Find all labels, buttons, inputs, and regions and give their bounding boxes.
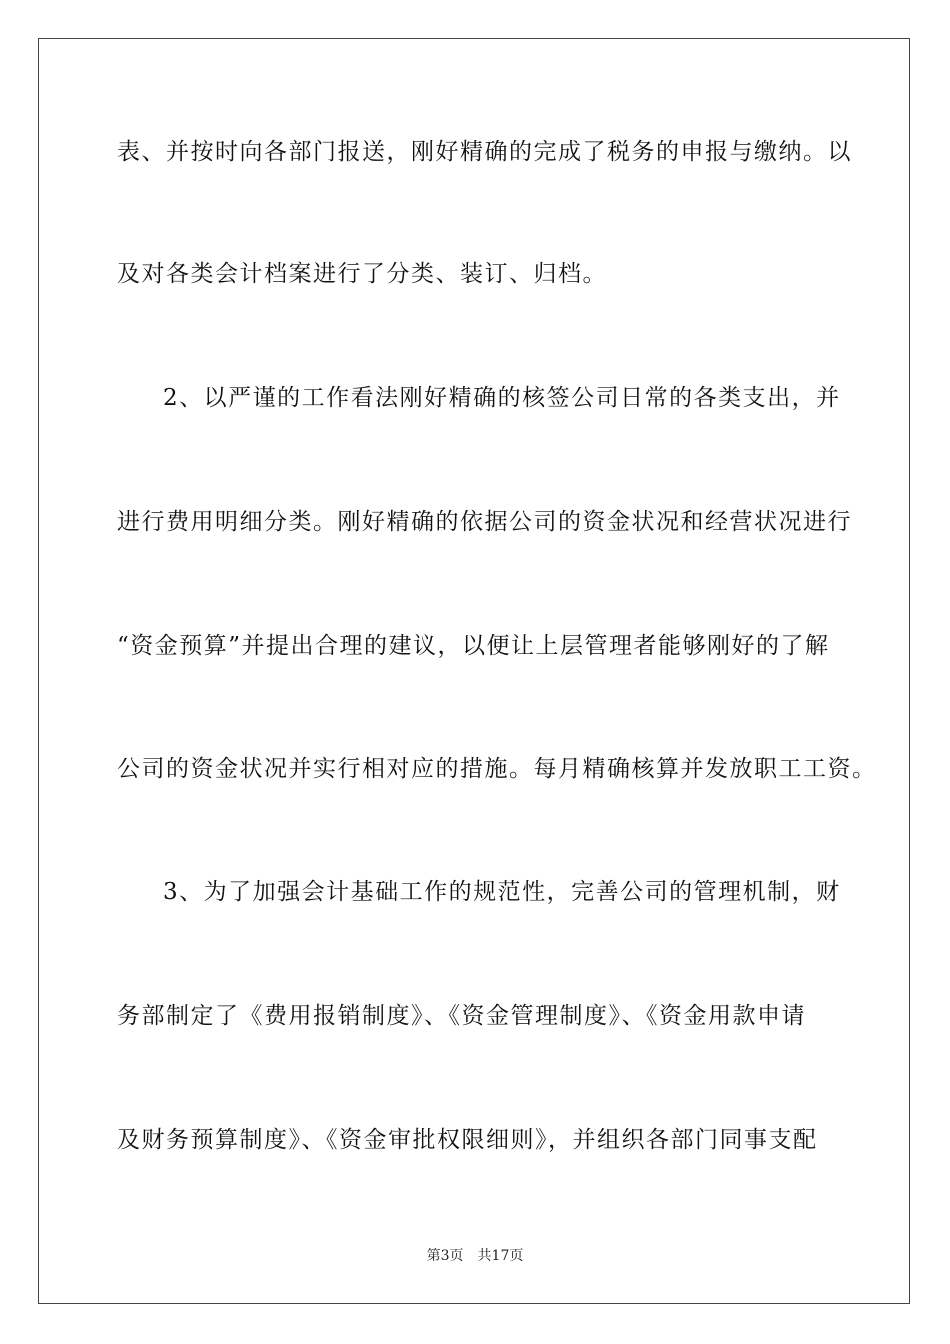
text-line: 务部制定了《费用报销制度》、《资金管理制度》、《资金用款申请 <box>117 1003 806 1029</box>
text-line: 公司的资金状况并实行相对应的措施。每月精确核算并发放职工工资。 <box>117 756 877 782</box>
text-line: 及对各类会计档案进行了分类、装订、归档。 <box>117 261 607 287</box>
paragraph-start-line: 3、为了加强会计基础工作的规范性，完善公司的管理机制，财 <box>163 879 841 905</box>
page-number: 第3页 <box>426 1248 464 1264</box>
text-line: “资金预算”并提出合理的建议，以便让上层管理者能够刚好的了解 <box>117 633 830 659</box>
paragraph-start-line: 2、以严谨的工作看法刚好精确的核签公司日常的各类支出，并 <box>163 385 841 411</box>
text-line: 表、并按时向各部门报送，刚好精确的完成了税务的申报与缴纳。以 <box>117 139 852 165</box>
text-line: 及财务预算制度》、《资金审批权限细则》，并组织各部门同事支配 <box>117 1127 818 1153</box>
page-border <box>38 38 910 1304</box>
text-line: 进行费用明细分类。刚好精确的依据公司的资金状况和经营状况进行 <box>117 509 852 535</box>
page-footer <box>0 1247 950 1265</box>
page-total: 共17页 <box>477 1248 524 1264</box>
